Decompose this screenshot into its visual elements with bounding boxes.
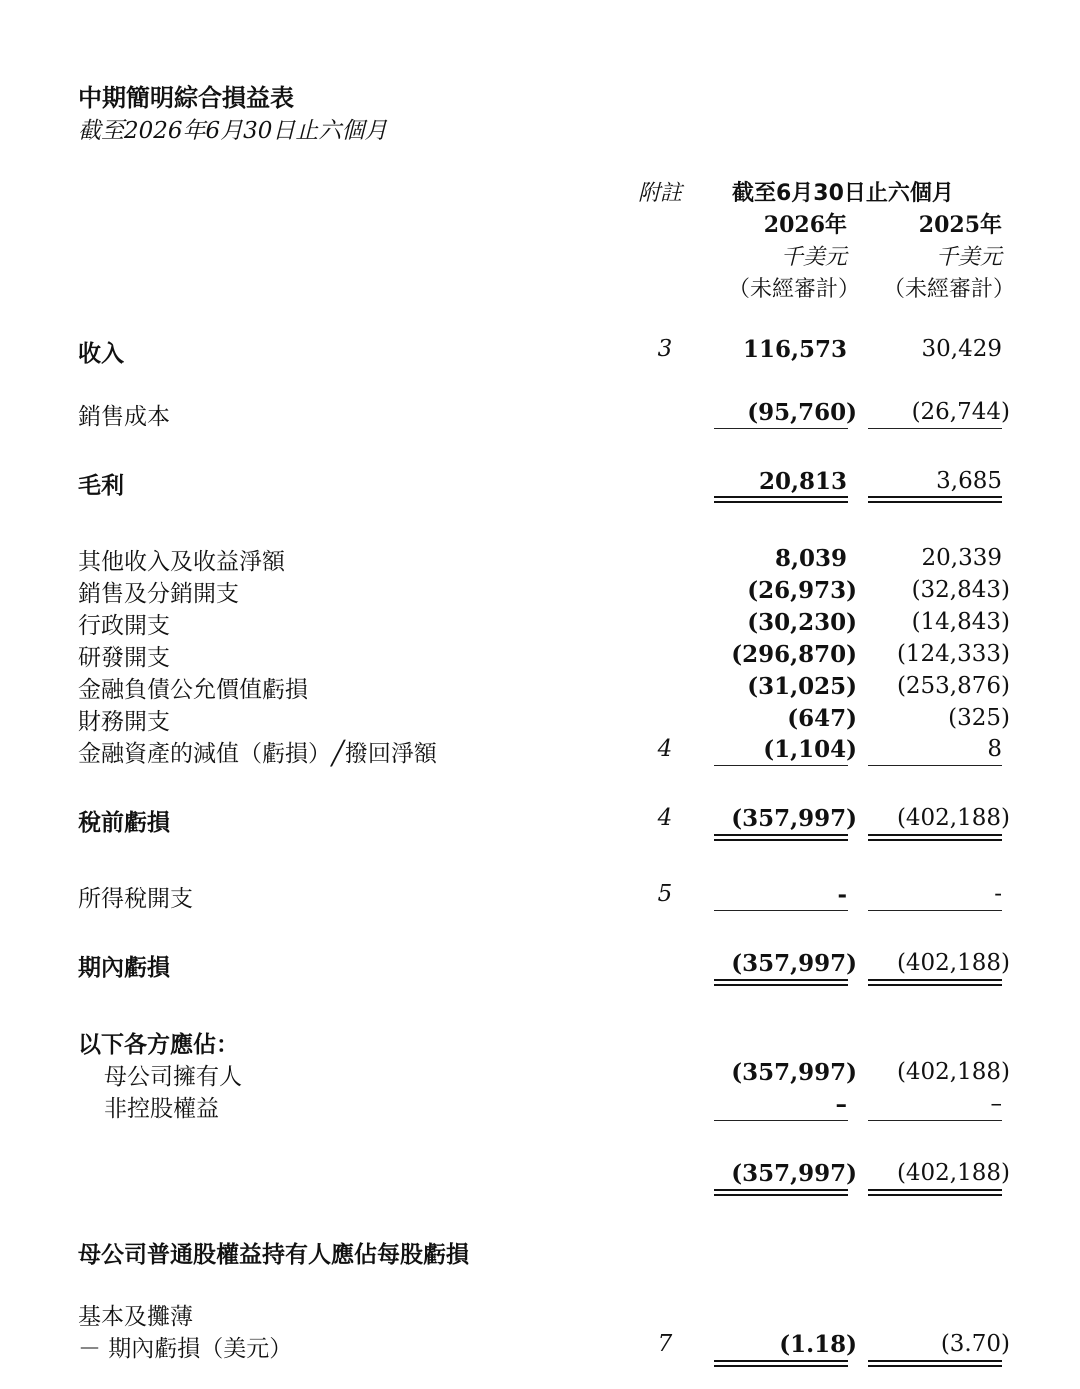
row-current-attributable-total: (357,997) xyxy=(731,1160,857,1187)
row-note-income-tax: 5 xyxy=(657,881,673,907)
row-prior-administrative: (14,843) xyxy=(911,609,1010,635)
row-note-revenue: 3 xyxy=(657,336,673,362)
subtotal-rule-current xyxy=(714,428,848,429)
row-label-other-income: 其他收入及收益淨額 xyxy=(78,549,285,575)
subtotal-rule-prior xyxy=(868,1120,1002,1121)
total-double-rule-current xyxy=(714,1360,848,1367)
row-current-gross-profit: 20,813 xyxy=(758,468,847,495)
row-label-loss-per-share: － 期內虧損（美元） xyxy=(78,1336,293,1362)
audit-current-header: （未經審計） xyxy=(727,277,860,302)
subtotal-rule-current xyxy=(714,910,848,911)
row-current-other-income: 8,039 xyxy=(774,545,847,572)
row-prior-loss-for-period: (402,188) xyxy=(896,950,1010,976)
row-prior-attributable-total: (402,188) xyxy=(896,1160,1010,1186)
currency-prior-header: 千美元 xyxy=(935,245,1002,270)
row-label-loss-for-period: 期內虧損 xyxy=(78,955,170,981)
row-label-fair-value-loss: 金融負債公允價值虧損 xyxy=(78,677,308,703)
subtotal-rule-current xyxy=(714,765,848,766)
row-prior-income-tax: - xyxy=(994,881,1002,907)
year-prior-header: 2025年 xyxy=(918,212,1002,238)
total-double-rule-prior xyxy=(868,1360,1002,1367)
row-current-impairment: (1,104) xyxy=(763,736,857,763)
row-prior-impairment: 8 xyxy=(987,736,1002,762)
year-current-header: 2026年 xyxy=(763,212,847,238)
row-current-finance-costs: (647) xyxy=(787,705,857,732)
row-prior-loss-per-share: (3.70) xyxy=(940,1331,1010,1357)
row-prior-cost-of-sales: (26,744) xyxy=(911,399,1010,425)
row-current-selling-distribution: (26,973) xyxy=(747,577,857,604)
row-current-loss-per-share: (1.18) xyxy=(779,1331,857,1358)
total-double-rule-current xyxy=(714,496,848,503)
total-double-rule-prior xyxy=(868,1189,1002,1196)
total-double-rule-prior xyxy=(868,496,1002,503)
currency-current-header: 千美元 xyxy=(780,245,847,270)
row-current-loss-before-tax: (357,997) xyxy=(731,805,857,832)
row-current-rnd: (296,870) xyxy=(731,641,857,668)
row-prior-selling-distribution: (32,843) xyxy=(911,577,1010,603)
row-label-administrative: 行政開支 xyxy=(78,613,170,639)
subtotal-rule-prior xyxy=(868,428,1002,429)
row-prior-rnd: (124,333) xyxy=(896,641,1010,667)
subtotal-rule-prior xyxy=(868,765,1002,766)
subtotal-rule-current xyxy=(714,1120,848,1121)
row-label-rnd: 研發開支 xyxy=(78,645,170,671)
total-double-rule-current xyxy=(714,979,848,986)
row-prior-loss-before-tax: (402,188) xyxy=(896,805,1010,831)
row-current-administrative: (30,230) xyxy=(747,609,857,636)
row-label-owners-of-parent: 母公司擁有人 xyxy=(104,1064,242,1090)
total-double-rule-prior xyxy=(868,979,1002,986)
row-label-income-tax: 所得稅開支 xyxy=(78,886,193,912)
total-double-rule-current xyxy=(714,1189,848,1196)
total-double-rule-current xyxy=(714,834,848,841)
row-label-non-controlling: 非控股權益 xyxy=(104,1096,219,1122)
row-note-loss-before-tax: 4 xyxy=(657,805,673,831)
subtotal-rule-prior xyxy=(868,910,1002,911)
row-prior-revenue: 30,429 xyxy=(921,336,1002,362)
row-current-non-controlling: – xyxy=(835,1091,847,1118)
row-prior-fair-value-loss: (253,876) xyxy=(896,673,1010,699)
row-prior-non-controlling: – xyxy=(990,1091,1002,1117)
statement-period: 截至2026年6月30日止六個月 xyxy=(78,118,388,144)
row-current-fair-value-loss: (31,025) xyxy=(747,673,857,700)
row-label-loss-before-tax: 稅前虧損 xyxy=(78,810,170,836)
row-label-revenue: 收入 xyxy=(78,341,124,367)
total-double-rule-prior xyxy=(868,834,1002,841)
row-prior-gross-profit: 3,685 xyxy=(936,468,1002,494)
row-label-cost-of-sales: 銷售成本 xyxy=(78,404,170,430)
row-note-impairment: 4 xyxy=(657,736,673,762)
row-prior-other-income: 20,339 xyxy=(921,545,1002,571)
row-current-owners-of-parent: (357,997) xyxy=(731,1059,857,1086)
row-label-eps-heading: 母公司普通股權益持有人應佔每股虧損 xyxy=(78,1242,469,1268)
row-prior-finance-costs: (325) xyxy=(948,705,1010,731)
row-label-basic-diluted: 基本及攤薄 xyxy=(78,1304,193,1330)
statement-title: 中期簡明綜合損益表 xyxy=(78,84,294,112)
row-current-revenue: 116,573 xyxy=(742,336,847,363)
row-label-selling-distribution: 銷售及分銷開支 xyxy=(78,581,239,607)
row-label-attributable-to: 以下各方應佔： xyxy=(78,1032,239,1058)
row-current-income-tax: - xyxy=(837,881,847,908)
row-prior-owners-of-parent: (402,188) xyxy=(896,1059,1010,1085)
audit-prior-header: （未經審計） xyxy=(882,277,1015,302)
row-label-impairment: 金融資產的減值（虧損）╱撥回淨額 xyxy=(78,741,437,767)
row-label-finance-costs: 財務開支 xyxy=(78,709,170,735)
note-column-header: 附註 xyxy=(638,181,683,206)
period-column-header: 截至6月30日止六個月 xyxy=(732,181,954,206)
row-label-gross-profit: 毛利 xyxy=(78,473,124,499)
row-note-loss-per-share: 7 xyxy=(657,1331,673,1357)
row-current-cost-of-sales: (95,760) xyxy=(747,399,857,426)
row-current-loss-for-period: (357,997) xyxy=(731,950,857,977)
